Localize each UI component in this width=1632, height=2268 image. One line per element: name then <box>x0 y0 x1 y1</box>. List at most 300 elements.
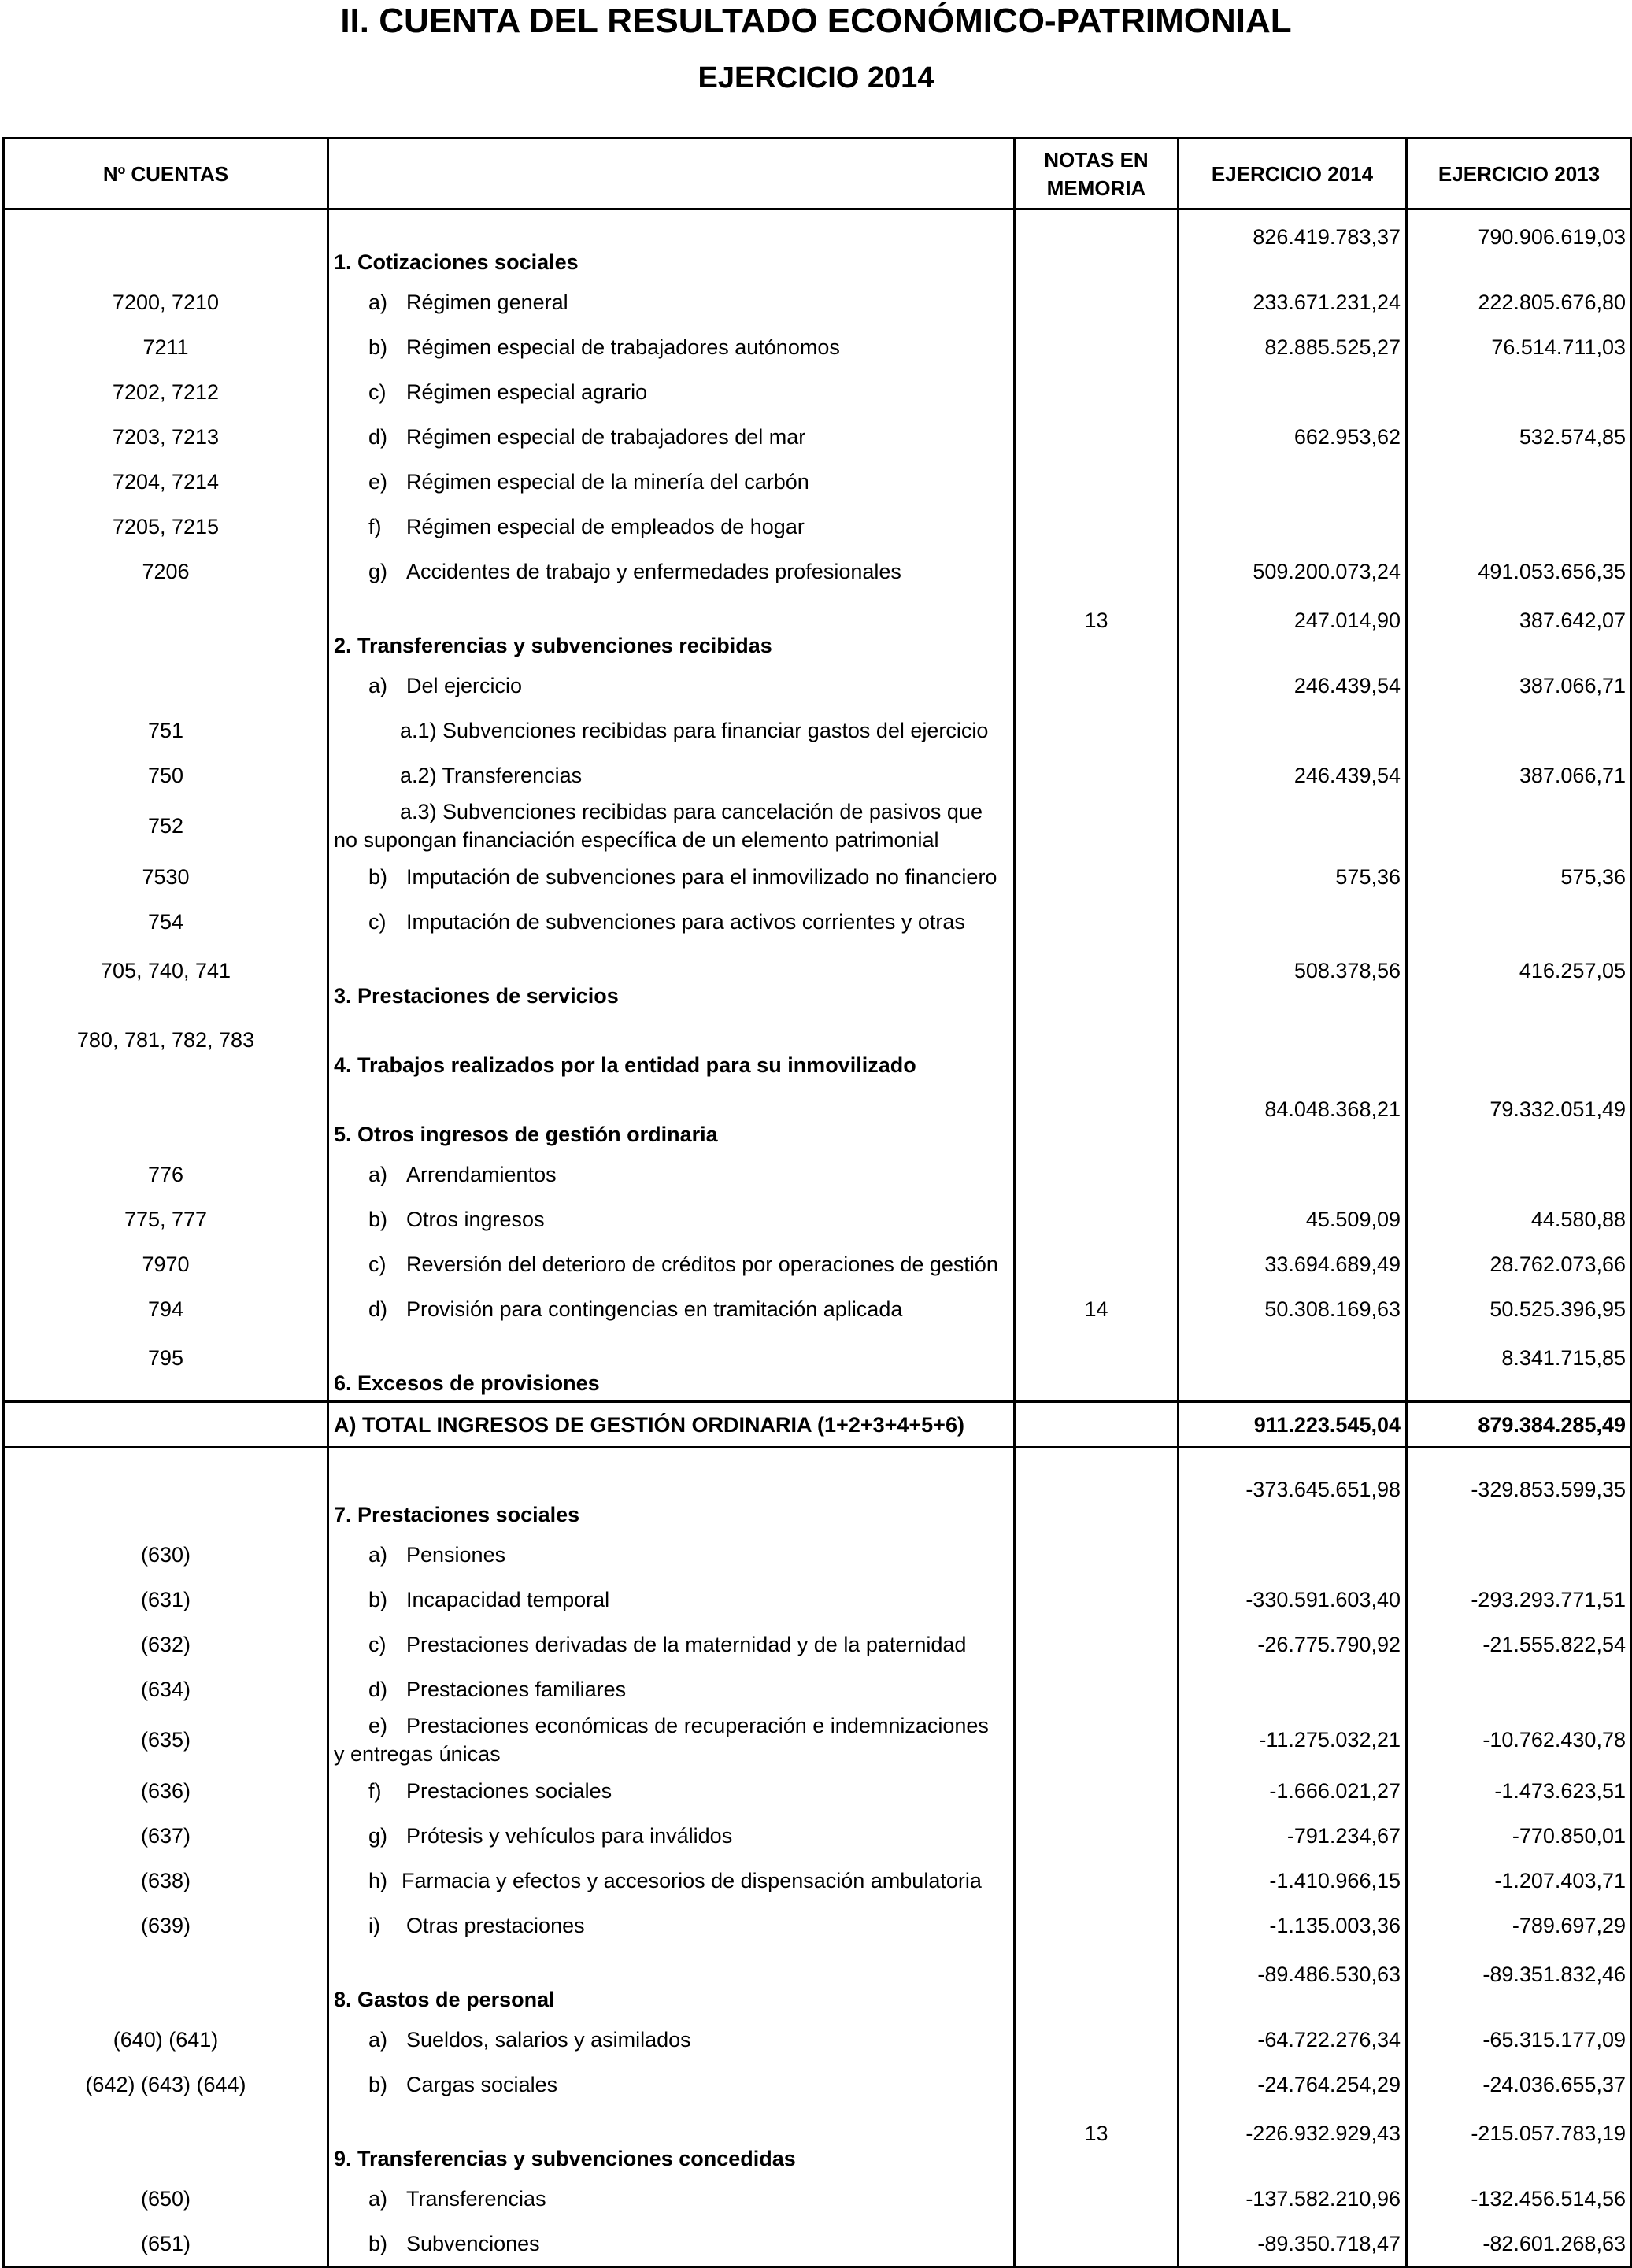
table-row <box>4 1858 1632 1903</box>
amount-2013 <box>1407 459 1632 504</box>
notes-cell <box>1015 1082 1179 1152</box>
account-cell: 7530 <box>4 854 328 899</box>
group-label: 8. Gastos de personal <box>328 1948 1015 2017</box>
item-text: Imputación de subvenciones para activos corrientes y otras <box>406 909 965 934</box>
item-text: Incapacidad temporal <box>406 1587 610 1611</box>
amount-2014: -1.410.966,15 <box>1179 1858 1407 1903</box>
header-cuentas: Nº CUENTAS <box>4 139 328 209</box>
notes-cell <box>1015 1463 1179 1532</box>
item-text: Régimen especial de trabajadores del mar <box>406 424 806 449</box>
group-row <box>4 1013 1632 1082</box>
table-header-row <box>4 139 1632 209</box>
notes-cell <box>1015 279 1179 324</box>
concept-cell <box>328 1286 1015 1331</box>
item-letter: e) <box>368 469 388 494</box>
account-cell: (634) <box>4 1667 328 1711</box>
account-cell: 7202, 7212 <box>4 369 328 414</box>
account-cell: (632) <box>4 1622 328 1667</box>
account-cell: (636) <box>4 1768 328 1813</box>
amount-2013 <box>1407 797 1632 854</box>
notes-cell <box>1015 1622 1179 1667</box>
table-row <box>4 1813 1632 1858</box>
spacer-cell <box>328 1448 1015 1463</box>
notes-cell <box>1015 1948 1179 2017</box>
group-row <box>4 1331 1632 1402</box>
amount-2013: 44.580,88 <box>1407 1197 1632 1241</box>
item-text: Otros ingresos <box>406 1207 545 1231</box>
account-cell <box>4 1082 328 1152</box>
account-cell: (651) <box>4 2221 328 2267</box>
amount-2013: 28.762.073,66 <box>1407 1241 1632 1286</box>
item-letter: a) <box>368 1162 388 1186</box>
account-cell <box>4 2107 328 2176</box>
table-row <box>4 2176 1632 2221</box>
item-text: Accidentes de trabajo y enfermedades profesionales <box>406 559 901 583</box>
group-row <box>4 944 1632 1013</box>
header-notas <box>1015 139 1179 209</box>
table-row <box>4 1903 1632 1948</box>
amount-2013: 532.574,85 <box>1407 414 1632 459</box>
amount-2014: -1.666.021,27 <box>1179 1768 1407 1813</box>
concept-cell <box>328 1903 1015 1948</box>
notes-cell <box>1015 209 1179 280</box>
item-text: Prestaciones sociales <box>406 1778 612 1803</box>
notes-cell <box>1015 797 1179 854</box>
item-letter: b) <box>368 2072 388 2096</box>
amount-2013: 50.525.396,95 <box>1407 1286 1632 1331</box>
account-cell <box>4 1402 328 1448</box>
amount-2013: 491.053.656,35 <box>1407 549 1632 594</box>
table-row <box>4 279 1632 324</box>
table-row <box>4 708 1632 753</box>
account-cell: 7970 <box>4 1241 328 1286</box>
notes-cell <box>1015 504 1179 549</box>
amount-2014: 509.200.073,24 <box>1179 549 1407 594</box>
item-letter: a) <box>368 2186 388 2211</box>
income-section <box>4 209 1632 1402</box>
amount-2014 <box>1179 899 1407 944</box>
amount-2014: 246.439,54 <box>1179 663 1407 708</box>
item-text: Imputación de subvenciones para el inmovilizado no financiero <box>406 864 997 889</box>
amount-2013 <box>1407 1532 1632 1577</box>
concept-cell <box>328 663 1015 708</box>
item-text: Reversión del deterioro de créditos por operaciones de gestión <box>406 1252 998 1276</box>
group-label: 9. Transferencias y subvenciones concedidas <box>328 2107 1015 2176</box>
amount-2013: 575,36 <box>1407 854 1632 899</box>
group-label: 5. Otros ingresos de gestión ordinaria <box>328 1082 1015 1152</box>
item-letter: h) <box>368 1868 388 1892</box>
amount-2014: -330.591.603,40 <box>1179 1577 1407 1622</box>
table-row <box>4 549 1632 594</box>
amount-2014: 826.419.783,37 <box>1179 209 1407 280</box>
amount-2013: 387.066,71 <box>1407 753 1632 797</box>
table-row <box>4 854 1632 899</box>
account-cell: 752 <box>4 797 328 854</box>
item-text: Prestaciones derivadas de la maternidad y de la paternidad <box>406 1632 967 1656</box>
concept-cell <box>328 459 1015 504</box>
concept-cell <box>328 2176 1015 2221</box>
account-cell: 780, 781, 782, 783 <box>4 1013 328 1082</box>
amount-2014: 247.014,90 <box>1179 594 1407 663</box>
amount-2014: -89.350.718,47 <box>1179 2221 1407 2267</box>
spacer-row <box>4 1448 1632 1463</box>
item-text: Transferencias <box>406 2186 546 2211</box>
amount-2013: -65.315.177,09 <box>1407 2017 1632 2062</box>
account-cell: (650) <box>4 2176 328 2221</box>
account-cell: 795 <box>4 1331 328 1402</box>
item-text: Régimen especial de trabajadores autónomos <box>406 335 840 359</box>
account-cell: 750 <box>4 753 328 797</box>
amount-2013 <box>1407 504 1632 549</box>
concept-cell <box>328 279 1015 324</box>
item-text: Régimen especial de la minería del carbón <box>406 469 809 494</box>
amount-2014 <box>1179 1013 1407 1082</box>
notes-cell <box>1015 2176 1179 2221</box>
item-letter: c) <box>368 909 387 934</box>
concept-cell <box>328 1152 1015 1197</box>
amount-2014: -26.775.790,92 <box>1179 1622 1407 1667</box>
notes-cell <box>1015 1197 1179 1241</box>
group-label: 1. Cotizaciones sociales <box>328 209 1015 280</box>
amount-2014: 82.885.525,27 <box>1179 324 1407 369</box>
notes-cell <box>1015 324 1179 369</box>
amount-2013: 790.906.619,03 <box>1407 209 1632 280</box>
concept-cell <box>328 1667 1015 1711</box>
concept-cell <box>328 1197 1015 1241</box>
amount-2013 <box>1407 369 1632 414</box>
concept-cell <box>328 1711 1015 1768</box>
table-row <box>4 459 1632 504</box>
account-cell: (631) <box>4 1577 328 1622</box>
notes-cell <box>1015 414 1179 459</box>
amount-2014 <box>1179 1532 1407 1577</box>
amount-2013: -770.850,01 <box>1407 1813 1632 1858</box>
amount-2014: 50.308.169,63 <box>1179 1286 1407 1331</box>
account-cell: 7203, 7213 <box>4 414 328 459</box>
group-label: 3. Prestaciones de servicios <box>328 944 1015 1013</box>
account-cell <box>4 663 328 708</box>
account-cell <box>4 209 328 280</box>
amount-2014: -373.645.651,98 <box>1179 1463 1407 1532</box>
amount-2013: 76.514.711,03 <box>1407 324 1632 369</box>
item-text: Sueldos, salarios y asimilados <box>406 2027 691 2052</box>
notes-cell <box>1015 1711 1179 1768</box>
amount-2014: 508.378,56 <box>1179 944 1407 1013</box>
item-letter: b) <box>368 335 388 359</box>
amount-2013 <box>1407 1013 1632 1082</box>
spacer-cell <box>1015 1448 1179 1463</box>
concept-cell <box>328 504 1015 549</box>
amount-2014: -11.275.032,21 <box>1179 1711 1407 1768</box>
account-cell <box>4 594 328 663</box>
item-letter: g) <box>368 1823 388 1848</box>
group-row <box>4 594 1632 663</box>
total-label: A) TOTAL INGRESOS DE GESTIÓN ORDINARIA (1+2+3+4+5+6) <box>328 1402 1015 1448</box>
item-letter: a) <box>368 1542 388 1567</box>
account-cell: 776 <box>4 1152 328 1197</box>
concept-cell <box>328 1577 1015 1622</box>
concept-cell <box>328 414 1015 459</box>
header-concepto <box>328 139 1015 209</box>
item-letter: c) <box>368 379 387 404</box>
group-row <box>4 209 1632 280</box>
amount-2014 <box>1179 797 1407 854</box>
notes-cell <box>1015 1402 1179 1448</box>
item-text: Prótesis y vehículos para inválidos <box>406 1823 733 1848</box>
group-label: 6. Excesos de provisiones <box>328 1331 1015 1402</box>
concept-cell <box>328 549 1015 594</box>
table-row <box>4 1286 1632 1331</box>
amount-2013: -10.762.430,78 <box>1407 1711 1632 1768</box>
concept-line-1 <box>334 1711 1008 1740</box>
notes-cell <box>1015 708 1179 753</box>
concept-cell <box>328 324 1015 369</box>
notes-cell <box>1015 459 1179 504</box>
account-cell: (635) <box>4 1711 328 1768</box>
notes-cell <box>1015 944 1179 1013</box>
account-cell: 7205, 7215 <box>4 504 328 549</box>
notes-cell <box>1015 1667 1179 1711</box>
item-text: Pensiones <box>406 1542 506 1567</box>
amount-2014 <box>1179 369 1407 414</box>
notes-cell <box>1015 1903 1179 1948</box>
notes-cell <box>1015 899 1179 944</box>
amount-2013: 387.066,71 <box>1407 663 1632 708</box>
amount-2014: -24.764.254,29 <box>1179 2062 1407 2107</box>
amount-2014: 233.671.231,24 <box>1179 279 1407 324</box>
concept-cell <box>328 2062 1015 2107</box>
group-label: 2. Transferencias y subvenciones recibidas <box>328 594 1015 663</box>
amount-2014: 33.694.689,49 <box>1179 1241 1407 1286</box>
table-row <box>4 1622 1632 1667</box>
table-row <box>4 1152 1632 1197</box>
account-cell: (637) <box>4 1813 328 1858</box>
concept-cell <box>328 797 1015 854</box>
item-text: Cargas sociales <box>406 2072 558 2096</box>
table-row <box>4 324 1632 369</box>
amount-2014 <box>1179 504 1407 549</box>
item-letter: c) <box>368 1252 387 1276</box>
amount-2014: -137.582.210,96 <box>1179 2176 1407 2221</box>
header-ejercicio-2014: EJERCICIO 2014 <box>1179 139 1407 209</box>
item-letter: g) <box>368 559 388 583</box>
amount-2014: 45.509,09 <box>1179 1197 1407 1241</box>
header-notas-line1: NOTAS EN <box>1044 147 1149 172</box>
item-text: Régimen especial agrario <box>406 379 648 404</box>
table-row <box>4 1667 1632 1711</box>
expense-section <box>4 1448 1632 2267</box>
header-notas-line2: MEMORIA <box>1046 176 1146 200</box>
amount-2014 <box>1179 1331 1407 1402</box>
amount-2014: -226.932.929,43 <box>1179 2107 1407 2176</box>
amount-2013: -1.473.623,51 <box>1407 1768 1632 1813</box>
notes-cell <box>1015 1331 1179 1402</box>
notes-cell: 13 <box>1015 2107 1179 2176</box>
notes-cell: 14 <box>1015 1286 1179 1331</box>
concept-line-1: a.3) Subvenciones recibidas para cancelación de pasivos que <box>400 800 983 823</box>
amount-2014 <box>1179 459 1407 504</box>
concept-cell: a.1) Subvenciones recibidas para financiar gastos del ejercicio <box>328 708 1015 753</box>
item-text: Farmacia y efectos y accesorios de dispensación ambulatoria <box>402 1868 982 1892</box>
amount-2013: -24.036.655,37 <box>1407 2062 1632 2107</box>
concept-line-2: no supongan financiación específica de un elemento patrimonial <box>334 828 939 852</box>
account-cell: 7204, 7214 <box>4 459 328 504</box>
item-letter: d) <box>368 1677 388 1701</box>
amount-2013 <box>1407 899 1632 944</box>
table-row <box>4 504 1632 549</box>
amount-2014: 246.439,54 <box>1179 753 1407 797</box>
group-row <box>4 1082 1632 1152</box>
group-row <box>4 1948 1632 2017</box>
amount-2013 <box>1407 708 1632 753</box>
notes-cell <box>1015 1813 1179 1858</box>
table-row <box>4 1711 1632 1768</box>
item-letter: d) <box>368 424 388 449</box>
account-cell: (639) <box>4 1903 328 1948</box>
concept-cell <box>328 2221 1015 2267</box>
item-letter: a) <box>368 673 388 697</box>
account-cell: 705, 740, 741 <box>4 944 328 1013</box>
results-table <box>2 137 1632 2268</box>
table-row <box>4 1241 1632 1286</box>
item-letter: d) <box>368 1297 388 1321</box>
amount-2014: -89.486.530,63 <box>1179 1948 1407 2017</box>
account-cell: 7211 <box>4 324 328 369</box>
item-text: Régimen general <box>406 290 568 314</box>
amount-2013: -82.601.268,63 <box>1407 2221 1632 2267</box>
amount-2013: 79.332.051,49 <box>1407 1082 1632 1152</box>
notes-cell <box>1015 663 1179 708</box>
account-cell: 751 <box>4 708 328 753</box>
item-text: Subvenciones <box>406 2231 540 2255</box>
account-cell <box>4 1463 328 1532</box>
notes-cell <box>1015 753 1179 797</box>
notes-cell <box>1015 2017 1179 2062</box>
amount-2014: 662.953,62 <box>1179 414 1407 459</box>
account-cell: (642) (643) (644) <box>4 2062 328 2107</box>
table-row <box>4 1197 1632 1241</box>
total-2014: 911.223.545,04 <box>1179 1402 1407 1448</box>
account-cell: 775, 777 <box>4 1197 328 1241</box>
item-letter: b) <box>368 1587 388 1611</box>
account-cell: 7200, 7210 <box>4 279 328 324</box>
concept-cell <box>328 1622 1015 1667</box>
amount-2013: -293.293.771,51 <box>1407 1577 1632 1622</box>
document-subtitle: EJERCICIO 2014 <box>698 61 934 94</box>
notes-cell <box>1015 854 1179 899</box>
item-letter: f) <box>368 1778 382 1803</box>
total-section <box>4 1402 1632 1448</box>
item-text: Otras prestaciones <box>406 1913 585 1937</box>
item-letter: e) <box>368 1714 388 1737</box>
amount-2014: 84.048.368,21 <box>1179 1082 1407 1152</box>
table-row <box>4 663 1632 708</box>
group-row <box>4 2107 1632 2176</box>
item-letter: f) <box>368 514 382 538</box>
concept-cell <box>328 369 1015 414</box>
account-cell: (640) (641) <box>4 2017 328 2062</box>
amount-2014 <box>1179 708 1407 753</box>
concept-cell <box>328 1858 1015 1903</box>
table-row <box>4 1768 1632 1813</box>
table-row <box>4 2017 1632 2062</box>
amount-2013 <box>1407 1667 1632 1711</box>
group-label: 7. Prestaciones sociales <box>328 1463 1015 1532</box>
table-row <box>4 1577 1632 1622</box>
total-2013: 879.384.285,49 <box>1407 1402 1632 1448</box>
notes-cell <box>1015 1858 1179 1903</box>
item-letter: b) <box>368 2231 388 2255</box>
notes-cell <box>1015 1768 1179 1813</box>
table-row <box>4 753 1632 797</box>
item-text: Prestaciones económicas de recuperación e indemnizaciones <box>406 1714 989 1737</box>
amount-2013: 222.805.676,80 <box>1407 279 1632 324</box>
notes-cell <box>1015 549 1179 594</box>
amount-2013: -89.351.832,46 <box>1407 1948 1632 2017</box>
table-row <box>4 2062 1632 2107</box>
concept-cell <box>328 1241 1015 1286</box>
amount-2013: -215.057.783,19 <box>1407 2107 1632 2176</box>
table-row <box>4 899 1632 944</box>
amount-2014: -1.135.003,36 <box>1179 1903 1407 1948</box>
item-text: Régimen especial de empleados de hogar <box>406 514 805 538</box>
item-letter: b) <box>368 864 388 889</box>
header-ejercicio-2013: EJERCICIO 2013 <box>1407 139 1632 209</box>
item-letter: c) <box>368 1632 387 1656</box>
notes-cell: 13 <box>1015 594 1179 663</box>
notes-cell <box>1015 2062 1179 2107</box>
notes-cell <box>1015 1577 1179 1622</box>
account-cell: 7206 <box>4 549 328 594</box>
item-text: Prestaciones familiares <box>406 1677 627 1701</box>
notes-cell <box>1015 1013 1179 1082</box>
concept-cell <box>328 2017 1015 2062</box>
notes-cell <box>1015 1241 1179 1286</box>
amount-2013: 8.341.715,85 <box>1407 1331 1632 1402</box>
table-row <box>4 797 1632 854</box>
table-row <box>4 1532 1632 1577</box>
total-row <box>4 1402 1632 1448</box>
item-letter: i) <box>368 1913 380 1937</box>
account-cell: 794 <box>4 1286 328 1331</box>
amount-2013: -21.555.822,54 <box>1407 1622 1632 1667</box>
amount-2013 <box>1407 1152 1632 1197</box>
table-row <box>4 2221 1632 2267</box>
concept-cell: a.2) Transferencias <box>328 753 1015 797</box>
item-text: Arrendamientos <box>406 1162 557 1186</box>
amount-2014 <box>1179 1152 1407 1197</box>
group-row <box>4 1463 1632 1532</box>
account-cell: (638) <box>4 1858 328 1903</box>
concept-cell <box>328 1532 1015 1577</box>
notes-cell <box>1015 1532 1179 1577</box>
amount-2013: -789.697,29 <box>1407 1903 1632 1948</box>
item-text: Provisión para contingencias en tramitación aplicada <box>406 1297 903 1321</box>
amount-2013: 416.257,05 <box>1407 944 1632 1013</box>
spacer-cell <box>4 1448 328 1463</box>
amount-2014: -64.722.276,34 <box>1179 2017 1407 2062</box>
amount-2013: -1.207.403,71 <box>1407 1858 1632 1903</box>
amount-2014: -791.234,67 <box>1179 1813 1407 1858</box>
table-row <box>4 369 1632 414</box>
document-title: II. CUENTA DEL RESULTADO ECONÓMICO-PATRIMONIAL <box>340 2 1292 40</box>
amount-2013: 387.642,07 <box>1407 594 1632 663</box>
table-row <box>4 414 1632 459</box>
spacer-cell <box>1179 1448 1407 1463</box>
notes-cell <box>1015 1152 1179 1197</box>
concept-cell <box>328 899 1015 944</box>
account-cell: 754 <box>4 899 328 944</box>
